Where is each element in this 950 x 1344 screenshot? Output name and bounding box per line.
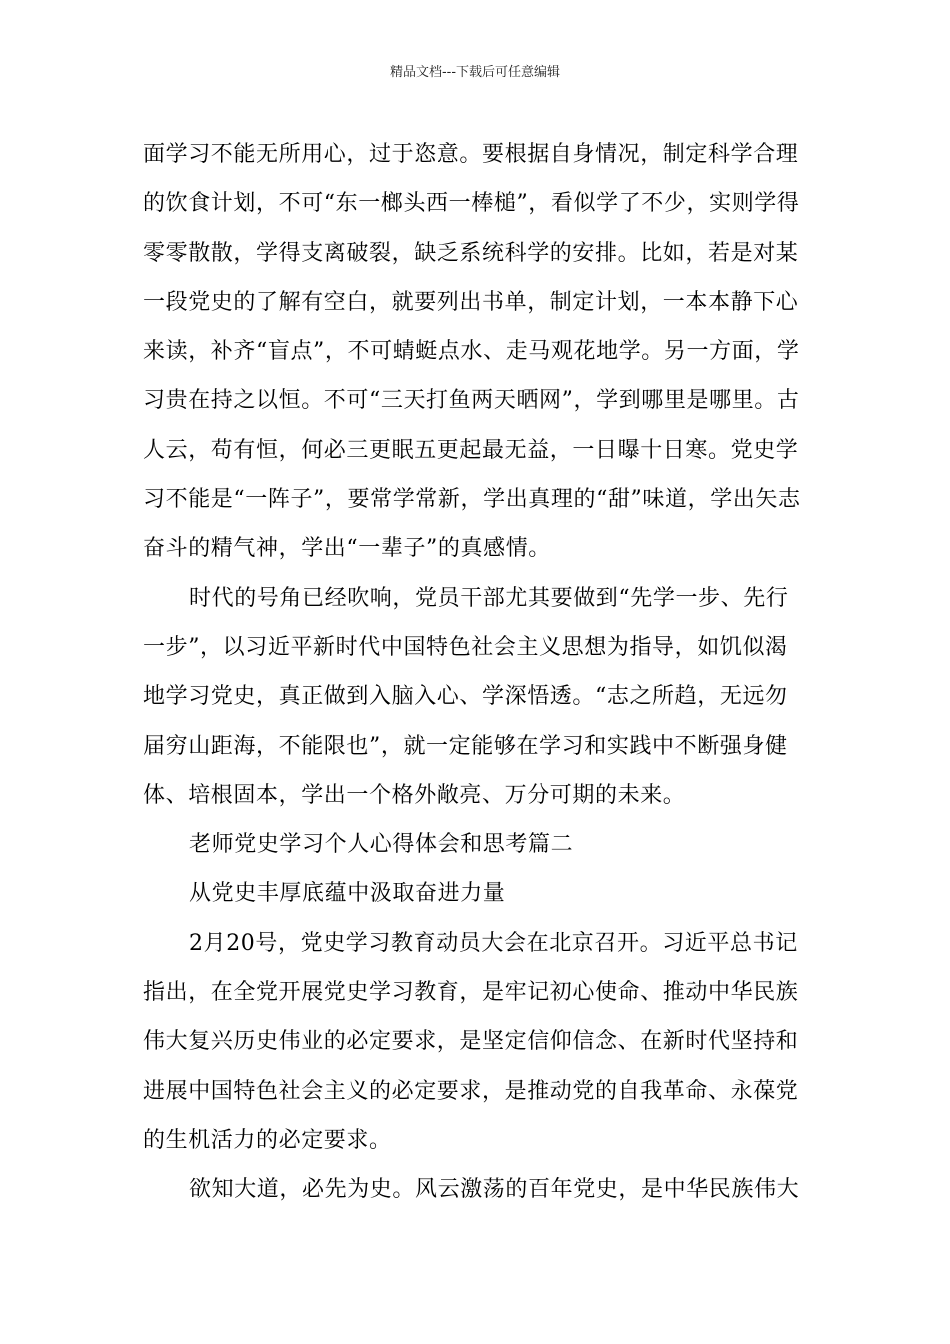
article-subtitle: 从党史丰厚底蕴中汲取奋进力量 bbox=[189, 881, 506, 907]
section-title: 老师党史学习个人心得体会和思考篇二 bbox=[189, 832, 574, 858]
document-body bbox=[143, 130, 807, 1215]
paragraph-1: 面学习不能无所用心，过于恣意。要根据自身情况，制定科学合理的饮食计划，不可“东一榔头西一棒槌”，看似学了不少，实则学得零零散散，学得支离破裂，缺乏系统科学的安排。比如，若是对某一段党史的了解有空白，就要列出书单，制定计划，一本本静下心来读，补齐“盲点”，不可蜻蜓点水、走马观花地学。另一方面，学习贵在持之以恒。不可“三天打鱼两天晒网”，学到哪里是哪里。古人云，苟有恒，何必三更眠五更起最无益，一日曝十日寒。党史学习不能是“一阵子”，要常学常新，学出真理的“甜”味道，学出矢志奋斗的精气神，学出“一辈子”的真感情。 bbox=[143, 142, 801, 562]
paragraph-2: 时代的号角已经吹响，党员干部尤其要做到“先学一步、先行一步”，以习近平新时代中国特色社会主义思想为指导，如饥似渴地学习党史，真正做到入脑入心、学深悟透。“志之所趋，无远勿届穷山距海，不能限也”，就一定能够在学习和实践中不断强身健体、培根固本，学出一个格外敞亮、万分可期的未来。 bbox=[143, 585, 789, 808]
page-header: 精品文档---下载后可任意编辑 bbox=[389, 65, 561, 80]
paragraph-4: 欲知大道，必先为史。风云激荡的百年党史，是中华民族伟大 bbox=[189, 1177, 800, 1203]
paragraph-3: 2月20号，党史学习教育动员大会在北京召开。习近平总书记指出，在全党开展党史学习教育，是牢记初心使命、推动中华民族伟大复兴历史伟业的必定要求，是坚定信仰信念、在新时代坚持和进展中国特色社会主义的必定要求，是推动党的自我革命、永葆党的生机活力的必定要求。 bbox=[143, 930, 799, 1153]
